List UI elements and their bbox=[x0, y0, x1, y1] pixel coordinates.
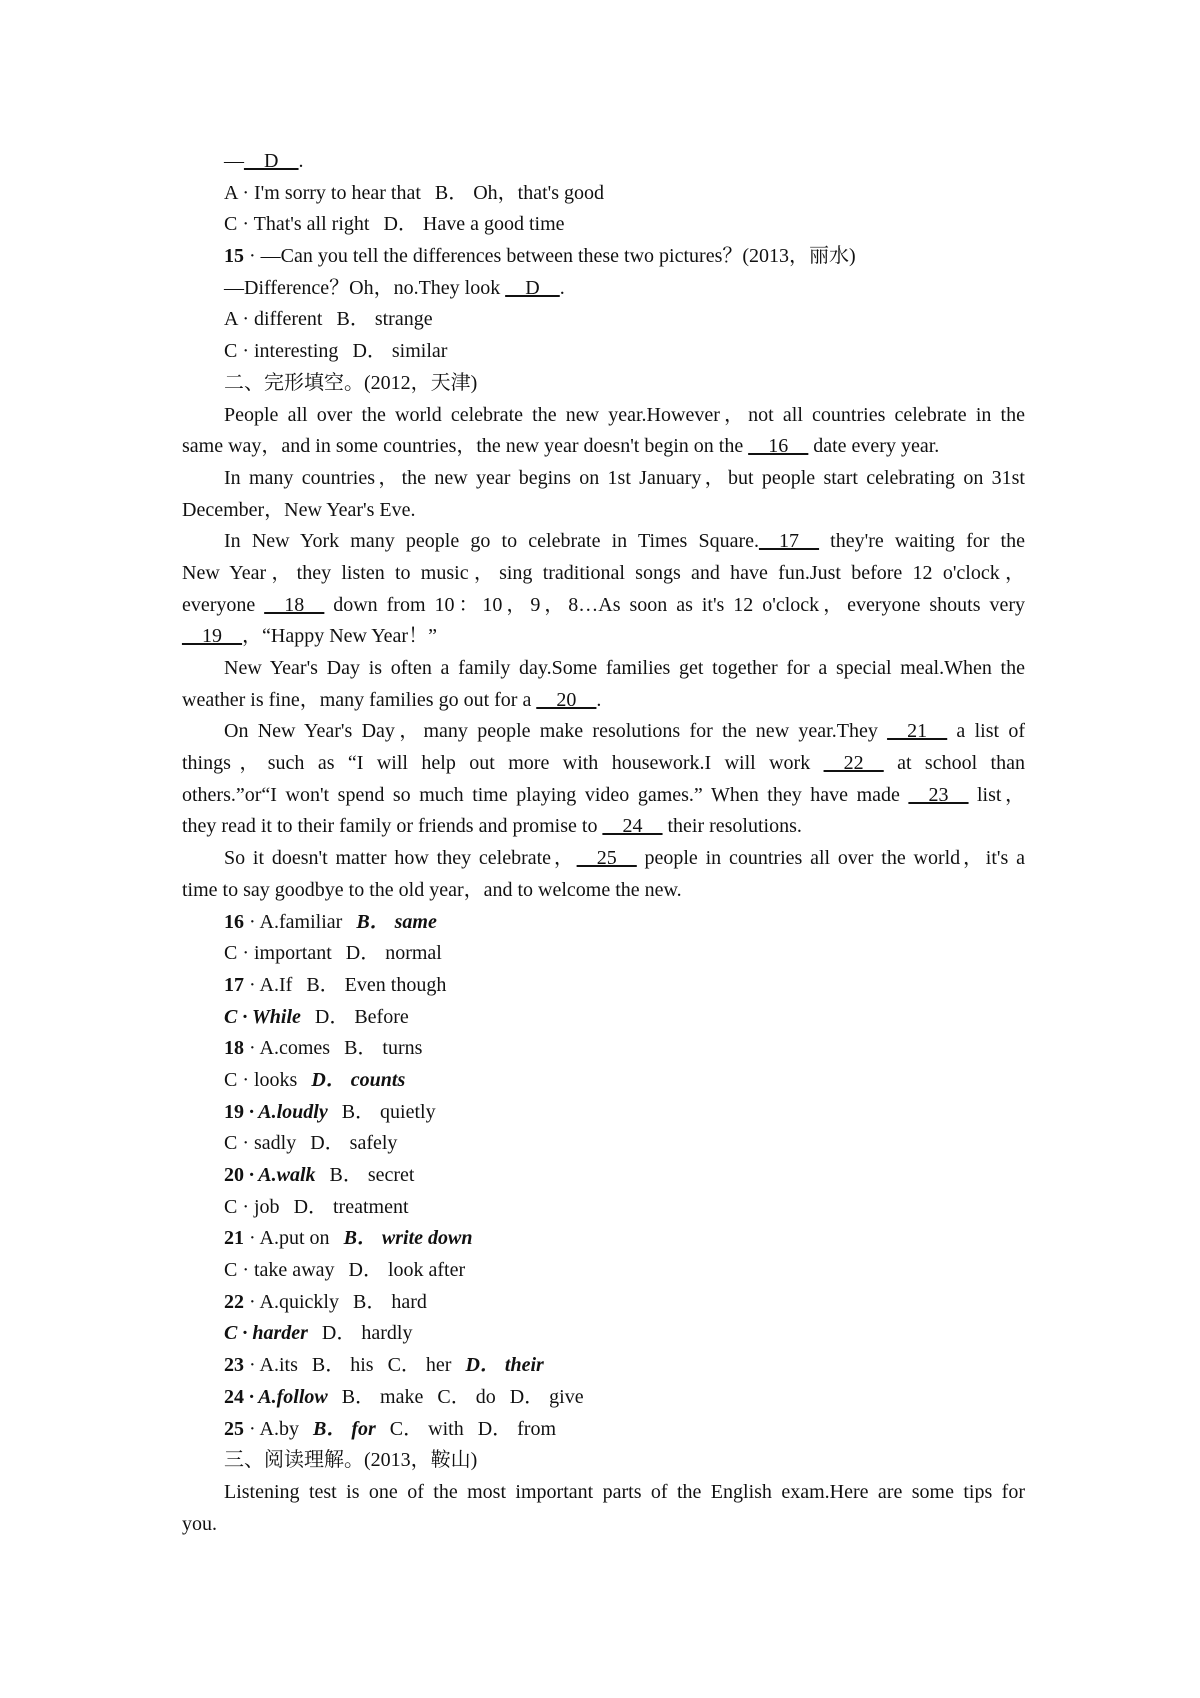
passage-line: In many countries，the new year begins on 1st January，but people start celebrating on 31st bbox=[224, 466, 1025, 489]
q21-options-ab: 21 · A.put on B． write down bbox=[224, 1227, 473, 1250]
cloze-blank-21: __21__ bbox=[887, 720, 948, 743]
q22-options-cd: C · harder D． hardly bbox=[224, 1322, 413, 1345]
passage-line: In New York many people go to celebrate in Times Square.__17__ they're waiting for the bbox=[224, 530, 1025, 553]
section-title-reading: 三、阅读理解。(2013，鞍山) bbox=[224, 1449, 478, 1472]
reading-line: you. bbox=[182, 1512, 217, 1535]
cloze-blank-25: __25__ bbox=[576, 847, 637, 870]
cloze-blank-18: __18__ bbox=[264, 593, 325, 616]
q14-options-ab: A · I'm sorry to hear that B． Oh，that's good bbox=[224, 181, 605, 204]
correct-option: · A.walk bbox=[244, 1164, 316, 1186]
correct-option: C · harder bbox=[224, 1322, 308, 1345]
passage-line: time to say goodbye to the old year，and to welcome the new. bbox=[182, 878, 682, 901]
passage-line: everyone __18__ down from 10：10，9，8…As soon as it's 12 o'clock，everyone shouts very bbox=[182, 593, 1025, 616]
answer-blank: __D__ bbox=[505, 276, 560, 299]
correct-option: D． their bbox=[465, 1354, 544, 1377]
passage-line: things，such as “I will help out more with housework.I will work __22__ at school than bbox=[182, 752, 1025, 775]
passage-line: weather is fine，many families go out for a __20__. bbox=[182, 688, 602, 711]
q19-options-ab: 19 · A.loudly B． quietly bbox=[224, 1100, 436, 1123]
correct-option: · A.loudly bbox=[244, 1100, 328, 1123]
passage-line: So it doesn't matter how they celebrate，__25__ people in countries all over the world，it's a bbox=[224, 847, 1025, 870]
q22-options-ab: 22 · A.quickly B． hard bbox=[224, 1290, 427, 1313]
cloze-blank-20: __20__ bbox=[536, 688, 597, 711]
q19-options-cd: C · sadly D． safely bbox=[224, 1132, 398, 1155]
correct-option: B． write down bbox=[343, 1227, 473, 1250]
q18-options-ab: 18 · A.comes B． turns bbox=[224, 1037, 423, 1060]
passage-line: New Year，they listen to music，sing traditional songs and have fun.Just before 12 o'clock， bbox=[182, 561, 1025, 584]
reading-line: Listening test is one of the most important parts of the English exam.Here are some tips for bbox=[224, 1480, 1025, 1503]
passage-line: People all over the world celebrate the new year.However，not all countries celebrate in the bbox=[224, 403, 1025, 426]
correct-option: C · While bbox=[224, 1005, 301, 1028]
q15-stem: 15 · —Can you tell the differences between these two pictures？(2013，丽水) bbox=[224, 245, 856, 268]
passage-line: others.”or“I won't spend so much time playing video games.” When they have made __23__ list， bbox=[182, 783, 1025, 806]
correct-option: B． same bbox=[356, 910, 437, 933]
cloze-blank-17: __17__ bbox=[758, 530, 819, 553]
cloze-blank-19: __19__ bbox=[182, 625, 242, 648]
q15-options-cd: C · interesting D． similar bbox=[224, 340, 448, 363]
correct-option: · A.follow bbox=[244, 1385, 328, 1408]
correct-option: B． for bbox=[313, 1417, 376, 1440]
q20-options-ab: 20 · A.walk B． secret bbox=[224, 1164, 415, 1186]
q14-answer-line: —__D__. bbox=[224, 150, 304, 172]
cloze-blank-22: __22__ bbox=[823, 752, 884, 775]
cloze-blank-24: __24__ bbox=[602, 815, 663, 838]
exam-page bbox=[182, 146, 1025, 1540]
section-title-cloze: 二、完形填空。(2012，天津) bbox=[224, 371, 478, 394]
q15-options-ab: A · different B． strange bbox=[224, 308, 433, 331]
passage-line: On New Year's Day，many people make resolutions for the new year.They __21__ a list of bbox=[224, 720, 1025, 743]
q17-options-cd: C · While D． Before bbox=[224, 1005, 409, 1028]
q14-options-cd: C · That's all right D． Have a good time bbox=[224, 213, 565, 236]
q16-options-ab: 16 · A.familiar B． same bbox=[224, 910, 437, 933]
q23-options: 23 · A.its B． his C． her D． their bbox=[224, 1354, 544, 1377]
q17-options-ab: 17 · A.If B． Even though bbox=[224, 973, 447, 996]
passage-line: __19__，“Happy New Year！” bbox=[182, 625, 437, 648]
q18-options-cd: C · looks D． counts bbox=[224, 1068, 406, 1091]
passage-line: same way，and in some countries，the new year doesn't begin on the __16__ date every year. bbox=[182, 435, 940, 458]
passage-line: New Year's Day is often a family day.Some families get together for a special meal.When the bbox=[224, 657, 1025, 679]
cloze-blank-23: __23__ bbox=[908, 783, 969, 806]
q24-options: 24 · A.follow B． make C． do D． give bbox=[224, 1385, 584, 1408]
answer-blank: __D__ bbox=[244, 150, 299, 172]
q16-options-cd: C · important D． normal bbox=[224, 942, 442, 965]
q15-reply: —Difference？Oh，no.They look __D__. bbox=[224, 276, 565, 299]
q25-options: 25 · A.by B． for C． with D． from bbox=[224, 1417, 557, 1440]
q20-options-cd: C · job D． treatment bbox=[224, 1195, 409, 1218]
passage-line: December，New Year's Eve. bbox=[182, 498, 416, 521]
correct-option: D． counts bbox=[311, 1068, 406, 1091]
q21-options-cd: C · take away D． look after bbox=[224, 1259, 466, 1282]
passage-line: they read it to their family or friends and promise to __24__ their resolutions. bbox=[182, 815, 802, 838]
cloze-blank-16: __16__ bbox=[748, 435, 809, 458]
